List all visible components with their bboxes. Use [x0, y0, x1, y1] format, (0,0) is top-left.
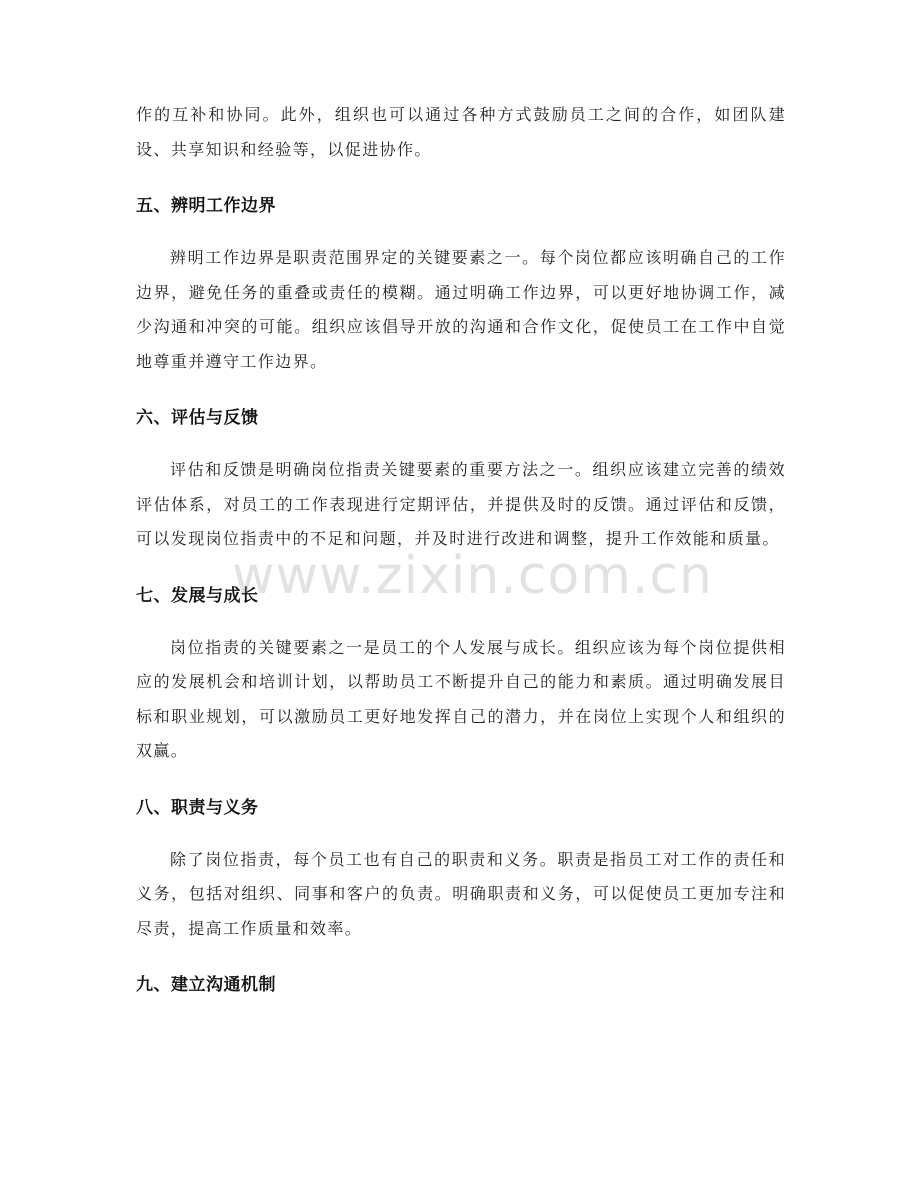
section-body-8: 除了岗位指责，每个员工也有自己的职责和义务。职责是指员工对工作的责任和义务，包括对组织、同事和客户的负责。明确职责和义务，可以促使员工更加专注和尽责，提高工作质量和效率。	[136, 849, 786, 938]
spacer	[136, 557, 786, 579]
section-heading-8: 八、职责与义务	[136, 797, 259, 818]
section-body-6: 评估和反馈是明确岗位指责关键要素的重要方法之一。组织应该建立完善的绩效评估体系，对员工的工作表现进行定期评估，并提供及时的反馈。通过评估和反馈，可以发现岗位指责中的不足和问题，并及时进行改进和调整，提升工作效能和质量。	[136, 460, 786, 548]
spacer	[136, 223, 786, 241]
section-heading-6: 六、评估与反馈	[136, 408, 259, 428]
section-heading-7: 七、发展与成长	[136, 585, 259, 606]
document-page	[136, 98, 786, 1002]
spacer	[136, 825, 786, 843]
watermark-text: www.zixin.com.cn	[232, 546, 713, 606]
section-heading-9: 九、建立沟通机制	[136, 975, 276, 995]
spacer	[136, 379, 786, 401]
section-heading-5: 五、辨明工作边界	[136, 196, 276, 216]
spacer	[136, 435, 786, 453]
spacer	[136, 167, 786, 189]
intro-paragraph: 作的互补和协同。此外，组织也可以通过各种方式鼓励员工之间的合作，如团队建设、共享知识和经验等，以促进协作。	[136, 105, 786, 159]
spacer	[136, 769, 786, 791]
section-body-7: 岗位指责的关键要素之一是员工的个人发展与成长。组织应该为每个岗位提供相应的发展机会和培训计划，以帮助员工不断提升自己的能力和素质。通过明确发展目标和职业规划，可以激励员工更好地发挥自己的潜力，并在岗位上实现个人和组织的双赢。	[136, 637, 786, 760]
section-body-5: 辨明工作边界是职责范围界定的关键要素之一。每个岗位都应该明确自己的工作边界，避免任务的重叠或责任的模糊。通过明确工作边界，可以更好地协调工作，减少沟通和冲突的可能。组织应该倡导开放的沟通和合作文化，促使员工在工作中自觉地尊重并遵守工作边界。	[136, 248, 786, 371]
spacer	[136, 946, 786, 968]
spacer	[136, 613, 786, 631]
